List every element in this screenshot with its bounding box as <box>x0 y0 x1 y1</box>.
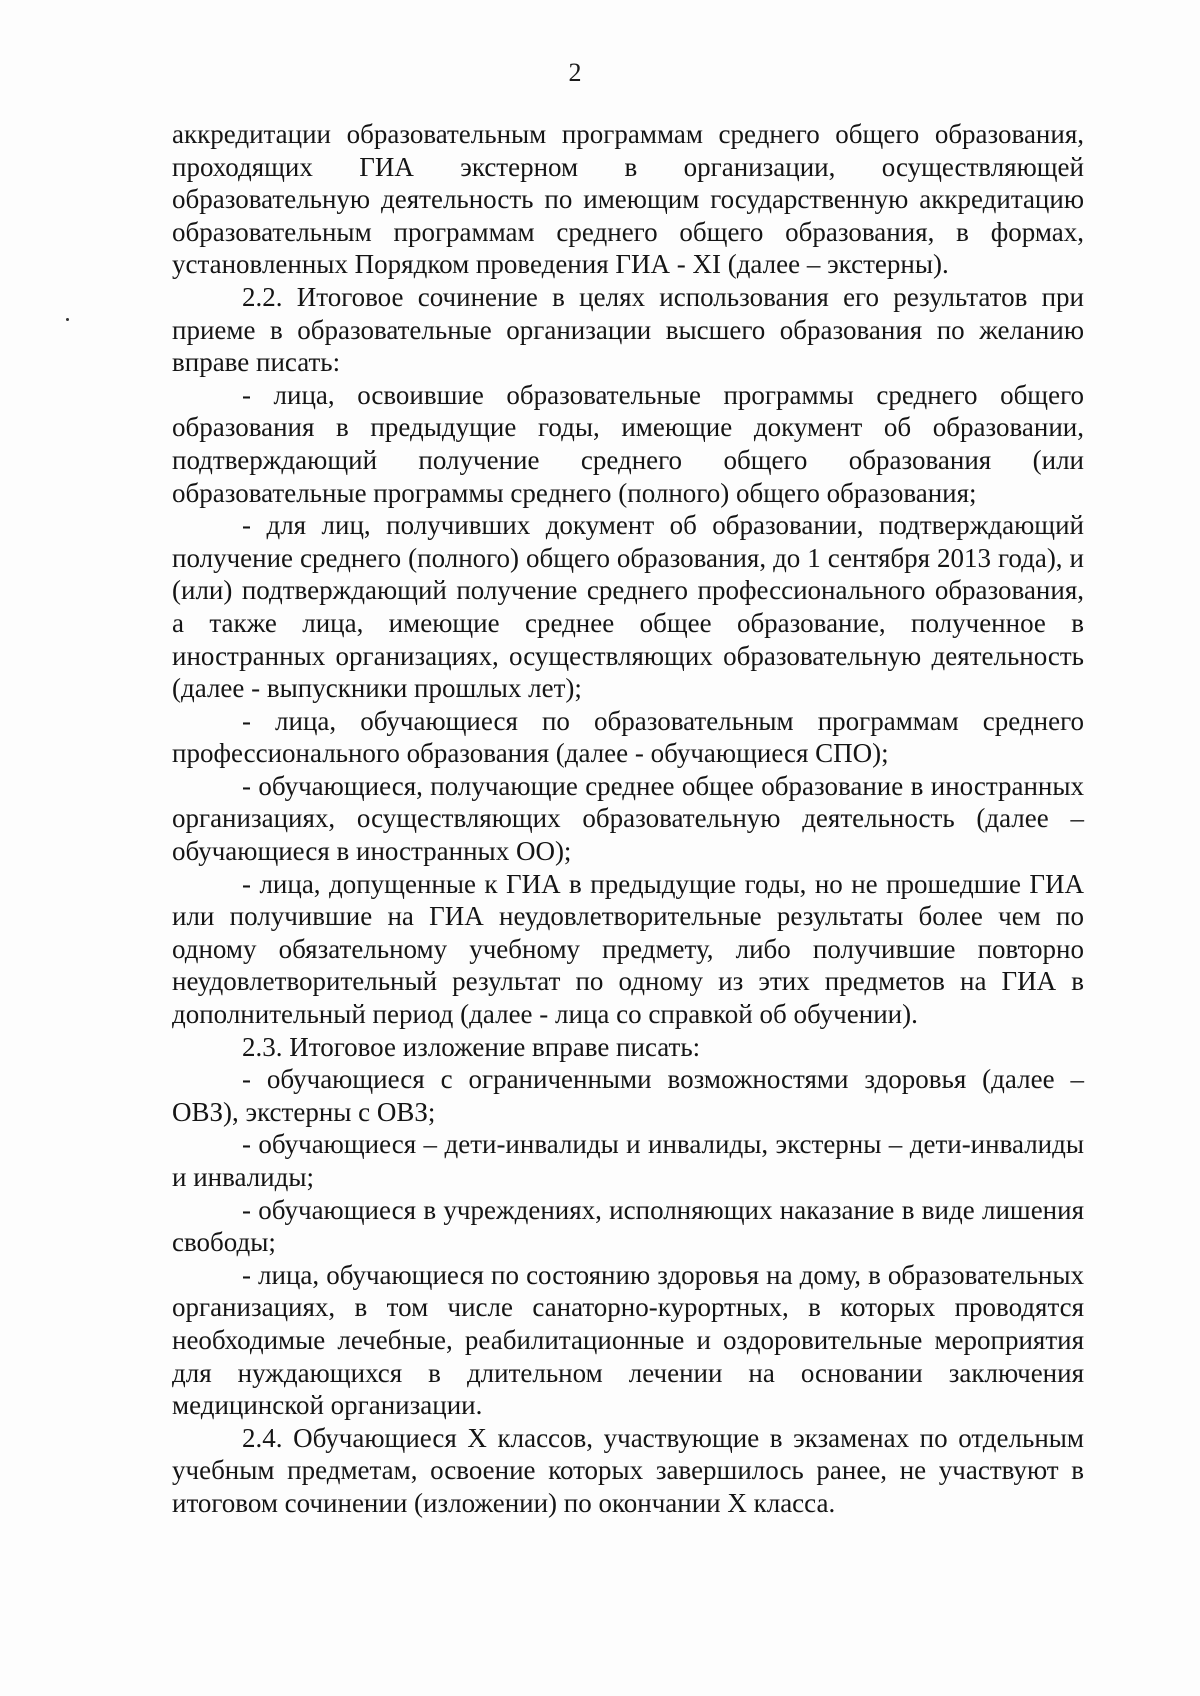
list-item-penal-institutions: - обучающиеся в учреждениях, исполняющих наказание в виде лишения свободы; <box>172 1194 1084 1258</box>
paragraph-2-4: 2.4. Обучающиеся X классов, участвующие в экзаменах по отдельным учебным предметам, освоение которых завершилось ранее, не участвуют в итоговом сочинении (изложении) по окончании X класса. <box>172 1422 1084 1518</box>
scan-speck <box>66 318 69 321</box>
list-item-certificate-holders: - лица, допущенные к ГИА в предыдущие годы, но не прошедшие ГИА или получившие на ГИА неудовлетворительные результаты более чем по одному обязательному учебному предмету, либо получившие повторно неудовлетворительный результат по одному из этих предметов на ГИА в дополнительный период (далее - лица со справкой об обучении). <box>172 868 1084 1030</box>
list-item-document-holders: - для лиц, получивших документ об образовании, подтверждающий получение среднего (полного) общего образования, до 1 сентября 2013 года), и (или) подтверждающий получение среднего профессионального образования, а также лица, имеющие среднее общее образование, полученное в иностранных организациях, осуществляющих образовательную деятельность (далее - выпускники прошлых лет); <box>172 510 1084 704</box>
page-number: 2 <box>568 58 582 87</box>
list-item-disabled-students: - обучающиеся – дети-инвалиды и инвалиды, экстерны – дети-инвалиды и инвалиды; <box>172 1129 1084 1192</box>
list-item-spo-students: - лица, обучающиеся по образовательным программам среднего профессионального образования (далее - обучающиеся СПО); <box>172 705 1084 769</box>
list-item-graduates-previous-years: - лица, освоившие образовательные программы среднего общего образования в предыдущие годы, имеющие документ об образовании, подтверждающий получение среднего общего образования (или образовательные программы среднего (полного) общего образования; <box>172 379 1084 508</box>
list-item-ovz-students: - обучающиеся с ограниченными возможностями здоровья (далее – ОВЗ), экстерны с ОВЗ; <box>172 1064 1084 1127</box>
list-item-home-schooling: - лица, обучающиеся по состоянию здоровья на дому, в образовательных организациях, в том числе санаторно-курортных, в которых проводятся необходимые лечебные, реабилитационные и оздоровительные мероприятия для нуждающихся в длительном лечении на основании заключения медицинской организации. <box>172 1259 1084 1421</box>
paragraph-continuation: аккредитации образовательным программам среднего общего образования, проходящих ГИА экстерном в организации, осуществляющей образовательную деятельность по имеющим государственную аккредитацию образовательным программам среднего общего образования, в формах, установленных Порядком проведения ГИА - XI (далее – экстерны). <box>172 119 1084 280</box>
paragraph-2-2: 2.2. Итоговое сочинение в целях использования его результатов при приеме в образовательные организации высшего образования по желанию вправе писать: <box>172 281 1084 378</box>
paragraph-2-3: 2.3. Итоговое изложение вправе писать: <box>242 1031 701 1062</box>
list-item-foreign-students: - обучающиеся, получающие среднее общее образование в иностранных организациях, осуществляющих образовательную деятельность (далее – обучающиеся в иностранных ОО); <box>172 770 1084 867</box>
document-body <box>172 118 1084 1520</box>
